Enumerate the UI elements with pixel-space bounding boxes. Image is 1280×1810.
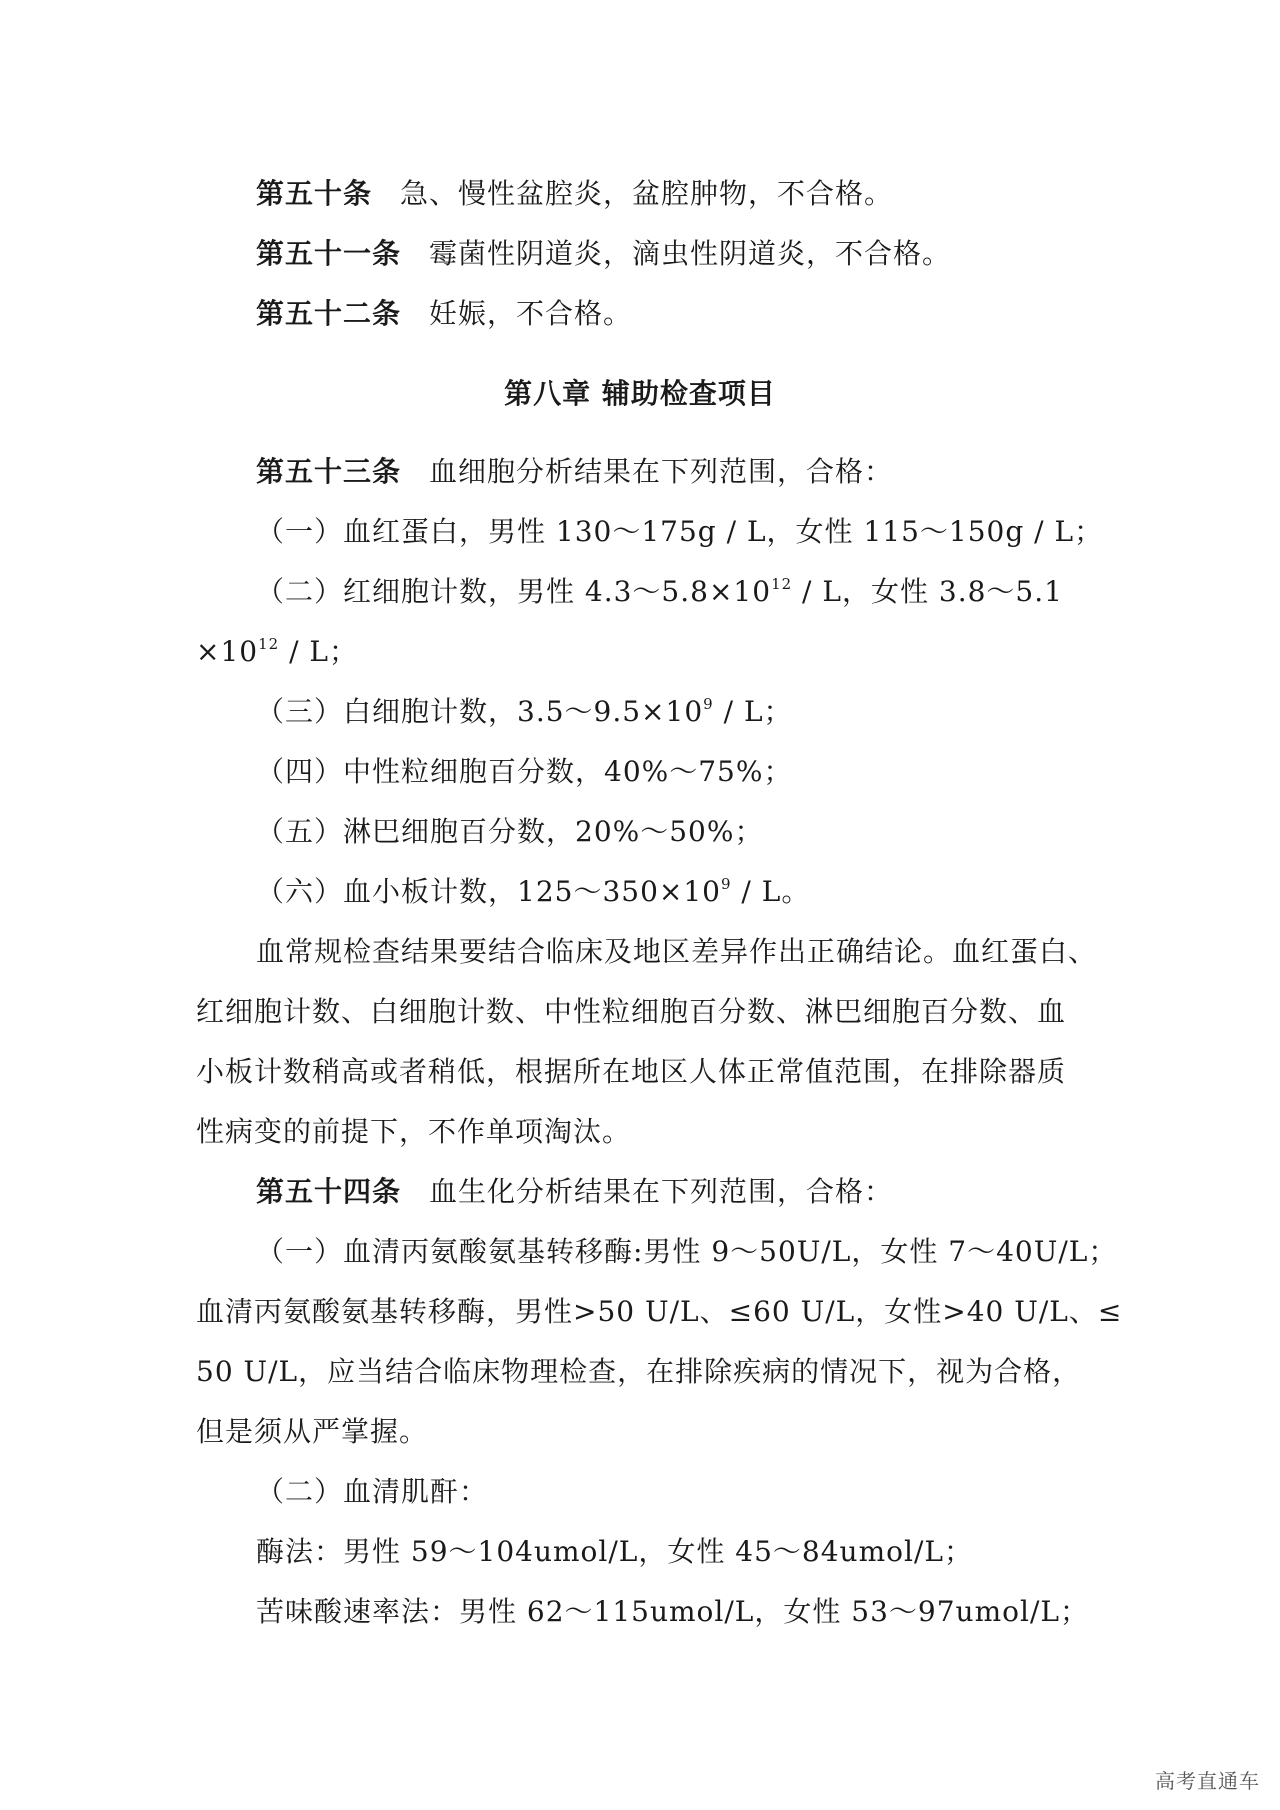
article-text: 急、慢性盆腔炎，盆腔肿物，不合格。 (400, 177, 894, 210)
article-52 (256, 294, 632, 334)
article-text: 血细胞分析结果在下列范围，合格： (429, 455, 894, 488)
paragraph-line: （一）血清丙氨酸氨基转移酶:男性 9～50U/L，女性 7～40U/L； (256, 1235, 1118, 1268)
article-heading: 第五十四条 (256, 1175, 402, 1208)
list-item-picric-method: 苦味酸速率法：男性 62～115umol/L，女性 53～97umol/L； (256, 1595, 1089, 1628)
paragraph-line: 血清丙氨酸氨基转移酶，男性>50 U/L、≤60 U/L，女性>40 U/L、≤ (196, 1295, 1123, 1328)
list-item-enzyme-method: 酶法：男性 59～104umol/L，女性 45～84umol/L； (256, 1535, 973, 1568)
paragraph-line: 但是须从严掌握。 (196, 1415, 429, 1448)
article-text: 血生化分析结果在下列范围，合格： (429, 1175, 894, 1208)
list-item-creatinine: （二）血清肌酐： (256, 1475, 489, 1508)
article-53 (256, 452, 893, 492)
article-heading: 第五十一条 (256, 237, 402, 270)
paragraph-line: 红细胞计数、白细胞计数、中性粒细胞百分数、淋巴细胞百分数、血 (196, 995, 1067, 1028)
paragraph-line: 小板计数稍高或者稍低，根据所在地区人体正常值范围，在排除器质 (196, 1055, 1067, 1088)
article-heading: 第五十条 (256, 177, 373, 210)
watermark-text: 高考直通车 (1155, 1769, 1260, 1793)
article-54 (256, 1172, 893, 1212)
paragraph-line: 血常规检查结果要结合临床及地区差异作出正确结论。血红蛋白、 (256, 935, 1098, 968)
paragraph-line: 50 U/L，应当结合临床物理检查，在排除疾病的情况下，视为合格， (196, 1355, 1082, 1388)
list-item-neutrophil: （四）中性粒细胞百分数，40%～75%； (256, 755, 793, 788)
list-item-rbc: （二）红细胞计数，男性 $4.3\sim 5.8\times 10^{12} / L$，女性 3.8～5.1 (256, 575, 1063, 608)
article-50 (256, 174, 893, 214)
article-heading: 第五十二条 (256, 297, 402, 330)
article-heading: 第五十三条 (256, 455, 402, 488)
list-item-lymphocyte: （五）淋巴细胞百分数，20%～50%； (256, 815, 764, 848)
list-item-platelet: （六）血小板计数，$125\sim 350\times 10^9 / L$。 (256, 875, 811, 908)
article-text: 妊娠，不合格。 (429, 297, 633, 330)
list-item-wbc: （三）白细胞计数，$3.5\sim 9.5\times 10^9 / L$； (256, 695, 793, 728)
paragraph-line: 性病变的前提下，不作单项淘汰。 (196, 1115, 632, 1148)
list-item-hemoglobin: （一）血红蛋白，男性 130～175g / L，女性 115～150g / L； (256, 515, 1104, 548)
chapter-title: 第八章 辅助检查项目 (504, 377, 776, 410)
article-text: 霉菌性阴道炎，滴虫性阴道炎，不合格。 (429, 237, 952, 270)
article-51 (256, 234, 951, 274)
list-item-rbc-cont: $\times 10^{12} / L$； (196, 635, 359, 668)
